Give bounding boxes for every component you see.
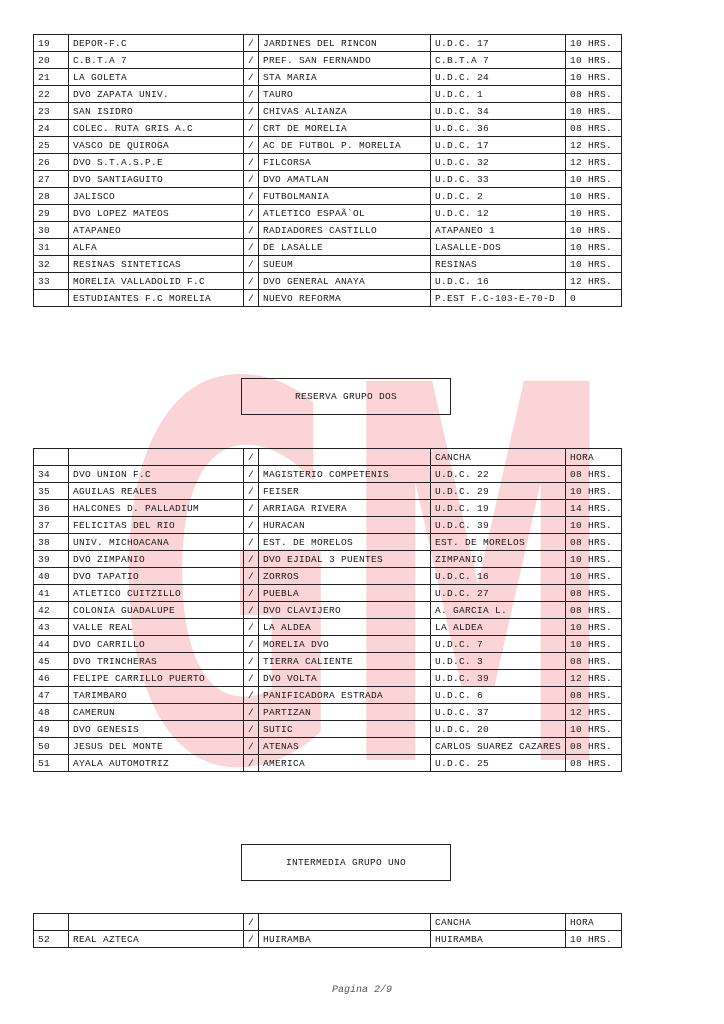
- match-time-cell: 14 HRS.: [566, 500, 622, 517]
- match-number-cell: 27: [34, 171, 69, 188]
- match-number-cell: 36: [34, 500, 69, 517]
- away-team-cell: TAURO: [259, 86, 431, 103]
- match-number-cell: 35: [34, 483, 69, 500]
- home-team-cell: LA GOLETA: [69, 69, 244, 86]
- vs-separator-cell: /: [244, 931, 259, 948]
- match-time-cell: 10 HRS.: [566, 35, 622, 52]
- table-row: [34, 171, 622, 188]
- home-team-cell: HALCONES D. PALLADIUM: [69, 500, 244, 517]
- away-team-cell: HURACAN: [259, 517, 431, 534]
- vs-separator-cell: /: [244, 517, 259, 534]
- match-number-cell: 37: [34, 517, 69, 534]
- home-team-cell: DVO GENESIS: [69, 721, 244, 738]
- away-team-cell: RADIADORES CASTILLO: [259, 222, 431, 239]
- match-time-cell: 08 HRS.: [566, 585, 622, 602]
- away-team-cell: CRT DE MORELIA: [259, 120, 431, 137]
- venue-cell: U.D.C. 19: [431, 500, 566, 517]
- svg-text:GM: GM: [115, 290, 615, 790]
- away-team-cell: FILCORSA: [259, 154, 431, 171]
- table-row: [34, 551, 622, 568]
- venue-cell: U.D.C. 33: [431, 171, 566, 188]
- home-team-cell: DVO ZIMPANIO: [69, 551, 244, 568]
- vs-separator-cell: /: [244, 585, 259, 602]
- table-row: [34, 35, 622, 52]
- match-number-cell: 32: [34, 256, 69, 273]
- vs-separator-cell: /: [244, 154, 259, 171]
- venue-cell: U.D.C. 20: [431, 721, 566, 738]
- venue-cell: U.D.C. 37: [431, 704, 566, 721]
- table-row: [34, 86, 622, 103]
- match-number-cell: 39: [34, 551, 69, 568]
- table-row: [34, 154, 622, 171]
- table-row: [34, 52, 622, 69]
- venue-cell: U.D.C. 16: [431, 273, 566, 290]
- home-team-cell: COLONIA GUADALUPE: [69, 602, 244, 619]
- vs-separator-cell: /: [244, 273, 259, 290]
- away-team-cell: [259, 914, 431, 931]
- table-row: [34, 256, 622, 273]
- vs-separator-cell: /: [244, 205, 259, 222]
- table-row: [34, 619, 622, 636]
- vs-separator-cell: /: [244, 687, 259, 704]
- table-row: [34, 222, 622, 239]
- home-team-cell: AGUILAS REALES: [69, 483, 244, 500]
- match-number-cell: 33: [34, 273, 69, 290]
- venue-cell: U.D.C. 12: [431, 205, 566, 222]
- home-team-cell: COLEC. RUTA GRIS A.C: [69, 120, 244, 137]
- venue-cell: P.EST F.C-103-E-70-D: [431, 290, 566, 307]
- match-time-cell: 10 HRS.: [566, 188, 622, 205]
- match-time-cell: HORA: [566, 449, 622, 466]
- home-team-cell: FELICITAS DEL RIO: [69, 517, 244, 534]
- away-team-cell: ZORROS: [259, 568, 431, 585]
- match-number-cell: 26: [34, 154, 69, 171]
- venue-cell: U.D.C. 36: [431, 120, 566, 137]
- venue-cell: U.D.C. 2: [431, 188, 566, 205]
- venue-cell: U.D.C. 39: [431, 517, 566, 534]
- match-time-cell: 08 HRS.: [566, 687, 622, 704]
- match-time-cell: 12 HRS.: [566, 154, 622, 171]
- home-team-cell: ATAPANEO: [69, 222, 244, 239]
- vs-separator-cell: /: [244, 914, 259, 931]
- venue-cell: U.D.C. 17: [431, 35, 566, 52]
- match-number-cell: 30: [34, 222, 69, 239]
- table-row: [34, 687, 622, 704]
- match-time-cell: 10 HRS.: [566, 52, 622, 69]
- vs-separator-cell: /: [244, 755, 259, 772]
- vs-separator-cell: /: [244, 69, 259, 86]
- table-row: [34, 466, 622, 483]
- home-team-cell: DEPOR-F.C: [69, 35, 244, 52]
- venue-cell: ATAPANEO 1: [431, 222, 566, 239]
- away-team-cell: FUTBOLMANIA: [259, 188, 431, 205]
- match-number-cell: 38: [34, 534, 69, 551]
- home-team-cell: MORELIA VALLADOLID F.C: [69, 273, 244, 290]
- vs-separator-cell: /: [244, 449, 259, 466]
- table-row: [34, 188, 622, 205]
- home-team-cell: JESUS DEL MONTE: [69, 738, 244, 755]
- match-time-cell: HORA: [566, 914, 622, 931]
- table-row: [34, 721, 622, 738]
- table-row: [34, 500, 622, 517]
- home-team-cell: [69, 449, 244, 466]
- venue-cell: U.D.C. 16: [431, 568, 566, 585]
- table-header-row: [34, 449, 622, 466]
- away-team-cell: AC DE FUTBOL P. MORELIA: [259, 137, 431, 154]
- vs-separator-cell: /: [244, 52, 259, 69]
- match-time-cell: 10 HRS.: [566, 551, 622, 568]
- match-time-cell: 10 HRS.: [566, 619, 622, 636]
- table-row: [34, 120, 622, 137]
- away-team-cell: MORELIA DVO: [259, 636, 431, 653]
- match-number-cell: [34, 449, 69, 466]
- vs-separator-cell: /: [244, 704, 259, 721]
- match-time-cell: 08 HRS.: [566, 653, 622, 670]
- match-time-cell: 10 HRS.: [566, 483, 622, 500]
- venue-cell: HUIRAMBA: [431, 931, 566, 948]
- vs-separator-cell: /: [244, 670, 259, 687]
- venue-cell: LASALLE-DOS: [431, 239, 566, 256]
- away-team-cell: PUEBLA: [259, 585, 431, 602]
- match-time-cell: 10 HRS.: [566, 239, 622, 256]
- table-row: [34, 103, 622, 120]
- table-row: [34, 738, 622, 755]
- venue-cell: ZIMPANIO: [431, 551, 566, 568]
- match-number-cell: 48: [34, 704, 69, 721]
- match-time-cell: 0: [566, 290, 622, 307]
- table-row: [34, 602, 622, 619]
- away-team-cell: NUEVO REFORMA: [259, 290, 431, 307]
- vs-separator-cell: /: [244, 602, 259, 619]
- venue-cell: U.D.C. 34: [431, 103, 566, 120]
- match-number-cell: 43: [34, 619, 69, 636]
- venue-cell: U.D.C. 25: [431, 755, 566, 772]
- table-row: [34, 517, 622, 534]
- venue-cell: U.D.C. 17: [431, 137, 566, 154]
- home-team-cell: DVO LOPEZ MATEOS: [69, 205, 244, 222]
- match-number-cell: 44: [34, 636, 69, 653]
- vs-separator-cell: /: [244, 222, 259, 239]
- match-time-cell: 08 HRS.: [566, 755, 622, 772]
- vs-separator-cell: /: [244, 500, 259, 517]
- home-team-cell: DVO CARRILLO: [69, 636, 244, 653]
- venue-cell: U.D.C. 27: [431, 585, 566, 602]
- venue-cell: U.D.C. 29: [431, 483, 566, 500]
- match-time-cell: 08 HRS.: [566, 86, 622, 103]
- home-team-cell: TARIMBARO: [69, 687, 244, 704]
- table-row: [34, 273, 622, 290]
- away-team-cell: CHIVAS ALIANZA: [259, 103, 431, 120]
- match-time-cell: 10 HRS.: [566, 222, 622, 239]
- home-team-cell: VASCO DE QUIROGA: [69, 137, 244, 154]
- away-team-cell: HUIRAMBA: [259, 931, 431, 948]
- match-number-cell: 52: [34, 931, 69, 948]
- match-time-cell: 08 HRS.: [566, 534, 622, 551]
- vs-separator-cell: /: [244, 290, 259, 307]
- match-number-cell: 21: [34, 69, 69, 86]
- home-team-cell: DVO S.T.A.S.P.E: [69, 154, 244, 171]
- away-team-cell: AMERICA: [259, 755, 431, 772]
- match-number-cell: 19: [34, 35, 69, 52]
- page-number: Pagina 2/9: [331, 985, 392, 996]
- table-row: [34, 755, 622, 772]
- home-team-cell: VALLE REAL: [69, 619, 244, 636]
- match-number-cell: 25: [34, 137, 69, 154]
- section-title-reserva-grupo-dos: RESERVA GRUPO DOS: [241, 378, 451, 415]
- match-number-cell: 40: [34, 568, 69, 585]
- home-team-cell: [69, 914, 244, 931]
- match-time-cell: 10 HRS.: [566, 205, 622, 222]
- vs-separator-cell: /: [244, 171, 259, 188]
- match-number-cell: [34, 914, 69, 931]
- table-row: [34, 239, 622, 256]
- match-number-cell: 46: [34, 670, 69, 687]
- away-team-cell: SUEUM: [259, 256, 431, 273]
- home-team-cell: C.B.T.A 7: [69, 52, 244, 69]
- table-row: [34, 704, 622, 721]
- match-time-cell: 12 HRS.: [566, 704, 622, 721]
- match-time-cell: 08 HRS.: [566, 466, 622, 483]
- table-row: [34, 653, 622, 670]
- match-time-cell: 10 HRS.: [566, 171, 622, 188]
- vs-separator-cell: /: [244, 188, 259, 205]
- match-number-cell: 50: [34, 738, 69, 755]
- venue-cell: U.D.C. 1: [431, 86, 566, 103]
- home-team-cell: ESTUDIANTES F.C MORELIA: [69, 290, 244, 307]
- table-row: [34, 568, 622, 585]
- home-team-cell: DVO ZAPATA UNIV.: [69, 86, 244, 103]
- match-number-cell: [34, 290, 69, 307]
- match-time-cell: 08 HRS.: [566, 602, 622, 619]
- table-row: [34, 483, 622, 500]
- schedule-table-reserva-grupo-dos: [33, 448, 622, 772]
- away-team-cell: TIERRA CALIENTE: [259, 653, 431, 670]
- vs-separator-cell: /: [244, 636, 259, 653]
- match-time-cell: 10 HRS.: [566, 568, 622, 585]
- venue-cell: C.B.T.A 7: [431, 52, 566, 69]
- match-number-cell: 22: [34, 86, 69, 103]
- table-row: [34, 290, 622, 307]
- venue-cell: U.D.C. 7: [431, 636, 566, 653]
- away-team-cell: MAGISTERIO COMPETENIS: [259, 466, 431, 483]
- venue-cell: U.D.C. 3: [431, 653, 566, 670]
- vs-separator-cell: /: [244, 653, 259, 670]
- match-number-cell: 49: [34, 721, 69, 738]
- home-team-cell: ALFA: [69, 239, 244, 256]
- home-team-cell: REAL AZTECA: [69, 931, 244, 948]
- match-time-cell: 10 HRS.: [566, 931, 622, 948]
- vs-separator-cell: /: [244, 619, 259, 636]
- away-team-cell: DVO CLAVIJERO: [259, 602, 431, 619]
- away-team-cell: ARRIAGA RIVERA: [259, 500, 431, 517]
- venue-cell: U.D.C. 32: [431, 154, 566, 171]
- match-time-cell: 08 HRS.: [566, 738, 622, 755]
- venue-cell: U.D.C. 24: [431, 69, 566, 86]
- match-time-cell: 10 HRS.: [566, 69, 622, 86]
- match-number-cell: 42: [34, 602, 69, 619]
- home-team-cell: JALISCO: [69, 188, 244, 205]
- venue-cell: CANCHA: [431, 914, 566, 931]
- vs-separator-cell: /: [244, 256, 259, 273]
- vs-separator-cell: /: [244, 534, 259, 551]
- home-team-cell: DVO TAPATIO: [69, 568, 244, 585]
- venue-cell: CANCHA: [431, 449, 566, 466]
- match-number-cell: 47: [34, 687, 69, 704]
- home-team-cell: RESINAS SINTETICAS: [69, 256, 244, 273]
- table-row: [34, 585, 622, 602]
- home-team-cell: CAMERUN: [69, 704, 244, 721]
- home-team-cell: UNIV. MICHOACANA: [69, 534, 244, 551]
- match-time-cell: 12 HRS.: [566, 670, 622, 687]
- vs-separator-cell: /: [244, 86, 259, 103]
- venue-cell: EST. DE MORELOS: [431, 534, 566, 551]
- home-team-cell: DVO UNION F.C: [69, 466, 244, 483]
- home-team-cell: DVO SANTIAGUITO: [69, 171, 244, 188]
- match-number-cell: 23: [34, 103, 69, 120]
- table-row: [34, 534, 622, 551]
- venue-cell: LA ALDEA: [431, 619, 566, 636]
- venue-cell: RESINAS: [431, 256, 566, 273]
- vs-separator-cell: /: [244, 239, 259, 256]
- match-number-cell: 31: [34, 239, 69, 256]
- vs-separator-cell: /: [244, 120, 259, 137]
- match-time-cell: 10 HRS.: [566, 103, 622, 120]
- venue-cell: U.D.C. 22: [431, 466, 566, 483]
- match-time-cell: 10 HRS.: [566, 721, 622, 738]
- match-time-cell: 12 HRS.: [566, 137, 622, 154]
- venue-cell: CARLOS SUAREZ CAZARES: [431, 738, 566, 755]
- table-header-row: [34, 914, 622, 931]
- match-number-cell: 45: [34, 653, 69, 670]
- schedule-table-intermedia-grupo-uno: [33, 913, 622, 948]
- away-team-cell: STA MARIA: [259, 69, 431, 86]
- section-title-intermedia-grupo-uno: INTERMEDIA GRUPO UNO: [241, 844, 451, 881]
- away-team-cell: JARDINES DEL RINCON: [259, 35, 431, 52]
- away-team-cell: EST. DE MORELOS: [259, 534, 431, 551]
- away-team-cell: DVO EJIDAL 3 PUENTES: [259, 551, 431, 568]
- match-number-cell: 29: [34, 205, 69, 222]
- venue-cell: U.D.C. 6: [431, 687, 566, 704]
- away-team-cell: [259, 449, 431, 466]
- away-team-cell: ATLETICO ESPAÃ`OL: [259, 205, 431, 222]
- away-team-cell: DE LASALLE: [259, 239, 431, 256]
- vs-separator-cell: /: [244, 466, 259, 483]
- home-team-cell: FELIPE CARRILLO PUERTO: [69, 670, 244, 687]
- match-number-cell: 24: [34, 120, 69, 137]
- away-team-cell: LA ALDEA: [259, 619, 431, 636]
- vs-separator-cell: /: [244, 483, 259, 500]
- vs-separator-cell: /: [244, 568, 259, 585]
- away-team-cell: ATENAS: [259, 738, 431, 755]
- match-number-cell: 28: [34, 188, 69, 205]
- vs-separator-cell: /: [244, 551, 259, 568]
- vs-separator-cell: /: [244, 35, 259, 52]
- away-team-cell: DVO GENERAL ANAYA: [259, 273, 431, 290]
- home-team-cell: ATLETICO CUITZILLO: [69, 585, 244, 602]
- table-row: [34, 931, 622, 948]
- match-number-cell: 41: [34, 585, 69, 602]
- match-time-cell: 10 HRS.: [566, 517, 622, 534]
- away-team-cell: PANIFICADORA ESTRADA: [259, 687, 431, 704]
- match-time-cell: 10 HRS.: [566, 636, 622, 653]
- table-row: [34, 69, 622, 86]
- venue-cell: U.D.C. 39: [431, 670, 566, 687]
- match-time-cell: 12 HRS.: [566, 273, 622, 290]
- vs-separator-cell: /: [244, 738, 259, 755]
- match-number-cell: 51: [34, 755, 69, 772]
- home-team-cell: AYALA AUTOMOTRIZ: [69, 755, 244, 772]
- vs-separator-cell: /: [244, 137, 259, 154]
- match-time-cell: 10 HRS.: [566, 256, 622, 273]
- table-row: [34, 670, 622, 687]
- schedule-table-continued: [33, 34, 622, 307]
- match-number-cell: 34: [34, 466, 69, 483]
- match-time-cell: 08 HRS.: [566, 120, 622, 137]
- venue-cell: A. GARCIA L.: [431, 602, 566, 619]
- home-team-cell: SAN ISIDRO: [69, 103, 244, 120]
- away-team-cell: PARTIZAN: [259, 704, 431, 721]
- table-row: [34, 636, 622, 653]
- table-row: [34, 205, 622, 222]
- away-team-cell: DVO AMATLAN: [259, 171, 431, 188]
- vs-separator-cell: /: [244, 721, 259, 738]
- vs-separator-cell: /: [244, 103, 259, 120]
- away-team-cell: PREF. SAN FERNANDO: [259, 52, 431, 69]
- away-team-cell: SUTIC: [259, 721, 431, 738]
- table-row: [34, 137, 622, 154]
- home-team-cell: DVO TRINCHERAS: [69, 653, 244, 670]
- away-team-cell: FEISER: [259, 483, 431, 500]
- match-number-cell: 20: [34, 52, 69, 69]
- away-team-cell: DVO VOLTA: [259, 670, 431, 687]
